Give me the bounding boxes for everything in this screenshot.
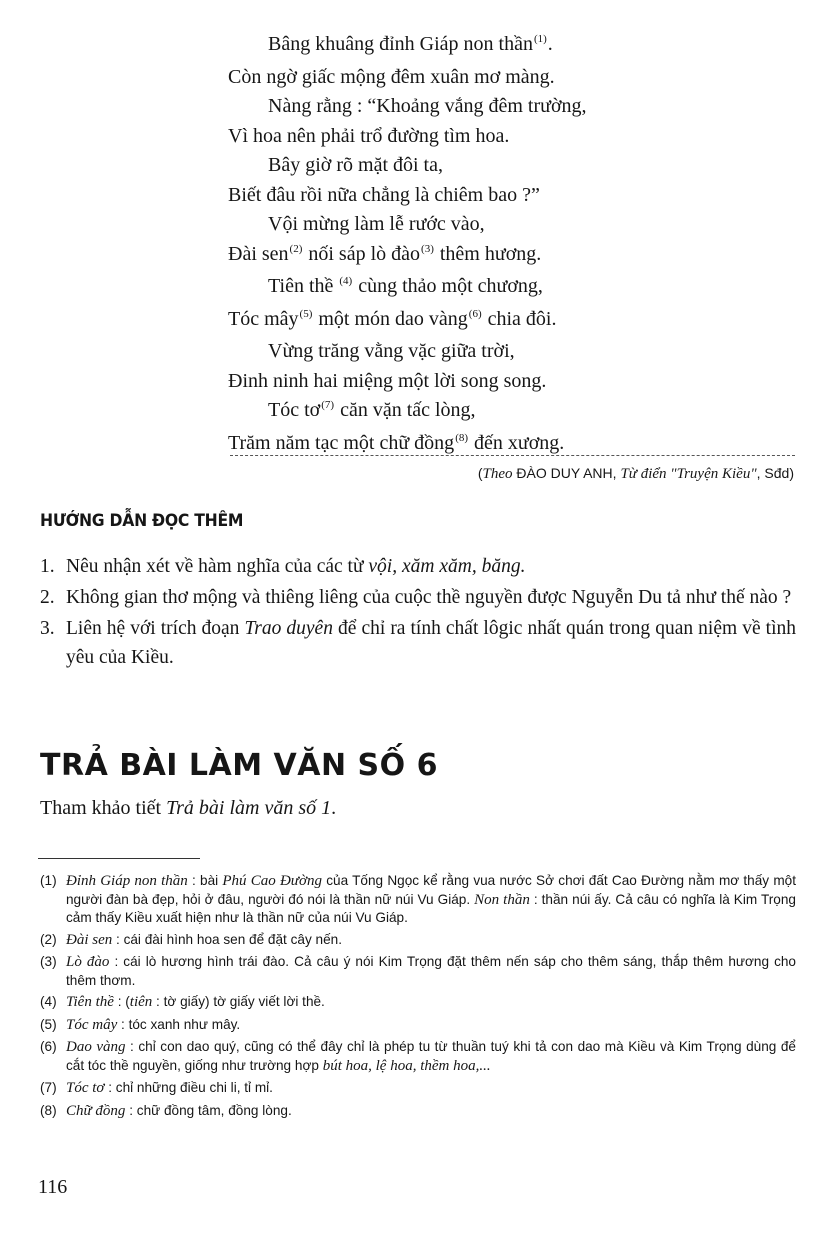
- poem-line: Vội mừng làm lễ rước vào,: [268, 213, 485, 235]
- footnote-term: Tiên thề: [66, 994, 114, 1010]
- footnote-text: : chỉ con dao quý, cũng có thể đây chỉ là phép tu từ thuần tuý khi tả con dao mà Kiều và Kim Trọng dùng để cắt tóc thề nguyền, giống như trường hợp: [66, 1039, 796, 1073]
- footnote-number: (7): [40, 1080, 57, 1095]
- poem-line: Vì hoa nên phải trổ đường tìm hoa.: [228, 124, 510, 147]
- footnote-item: [40, 993, 796, 1012]
- poem-line: Tóc mây$^{(5)}$ một món dao vàng$^{(6)}$ chia đôi.: [228, 307, 557, 330]
- footnote-text: : tóc xanh như mây.: [117, 1016, 241, 1032]
- footnote-term: Chữ đồng: [66, 1102, 126, 1119]
- footnote-number: (1): [40, 873, 57, 888]
- footnote-ref: (7): [321, 399, 335, 411]
- poem-line: Vừng trăng vằng vặc giữa trời,: [268, 340, 515, 362]
- poem-line: Biết đâu rồi nữa chẳng là chiêm bao ?”: [228, 183, 540, 206]
- footnote-term: Đỉnh Giáp non thần: [66, 873, 188, 889]
- poem-line: Nàng rằng : “Khoảng vắng đêm trường,: [268, 95, 587, 117]
- footnote-text: của Tống Ngọc kể rằng vua nước Sở chơi đất Cao Đường nằm mơ thấy một người đàn bà đẹp, hỏi ở đâu, người đó nói là thần nữ núi Vu Giáp.: [66, 873, 796, 907]
- footnote-item: [40, 1079, 796, 1098]
- footnote-text: : bài: [187, 873, 223, 888]
- poem-line: Trăm năm tạc một chữ đồng$^{(8)}$ đến xương.: [228, 431, 565, 454]
- question-item: 1. Nêu nhận xét về hàm nghĩa của các từ vội, xăm xăm, băng.: [40, 556, 526, 577]
- poem-line: Đinh ninh hai miệng một lời song song.: [228, 369, 547, 392]
- footnote-ref: (4): [339, 275, 353, 287]
- poem-divider: [230, 455, 795, 456]
- poem: [228, 30, 798, 461]
- footnote-term: Lò đào: [66, 954, 110, 970]
- footnote-item: [40, 1016, 796, 1035]
- footnote-number: (3): [40, 954, 57, 969]
- question-list: [40, 552, 796, 674]
- poem-source: (Theo ĐÀO DUY ANH, Từ điển "Truyện Kiều", Sđd): [477, 465, 794, 482]
- footnote-number: (2): [40, 931, 57, 947]
- poem-line: Còn ngờ giấc mộng đêm xuân mơ màng.: [228, 65, 555, 88]
- question-item: 2. Không gian thơ mộng và thiêng liêng của cuộc thề nguyền được Nguyễn Du tả như thế nào ?: [40, 587, 792, 608]
- footnote-divider: [38, 858, 200, 859]
- footnote-ref: (8): [455, 431, 469, 444]
- footnote-term: Tóc tơ: [66, 1080, 105, 1096]
- footnote-ref: (2): [289, 242, 303, 255]
- footnote-term: Tóc mây: [66, 1016, 118, 1033]
- footnote-item: [40, 872, 796, 927]
- footnote-term: Phú Cao Đường: [222, 873, 322, 889]
- footnote-ref: (6): [468, 307, 482, 320]
- poem-line: Đài sen$^{(2)}$ nối sáp lò đào$^{(3)}$ thêm hương.: [228, 242, 542, 265]
- footnotes: [40, 872, 796, 1124]
- footnote-term: bút hoa, lệ hoa, thềm hoa,...: [322, 1057, 491, 1074]
- poem-line: Tiên thề $^{(4)}$ cùng thảo một chương,: [268, 275, 543, 297]
- footnote-text: : chỉ những điều chi li, tỉ mỉ.: [104, 1080, 273, 1095]
- footnote-text: : cái lò hương hình trái đào. Cả câu ý nói Kim Trọng đặt thêm nến sáp cho thêm sáng, thắp thêm hương cho thêm thơm.: [66, 954, 796, 988]
- footnote-term: Đài sen: [66, 931, 113, 948]
- poem-line: Bâng khuâng đỉnh Giáp non thần$^{(1)}$.: [268, 33, 553, 55]
- footnote-term: Dao vàng: [66, 1039, 126, 1055]
- page-number: 116: [38, 1176, 68, 1198]
- footnote-number: (4): [40, 994, 57, 1009]
- footnote-text: : (: [113, 994, 130, 1009]
- footnote-item: [40, 953, 796, 989]
- footnote-item: [40, 1102, 796, 1121]
- poem-line: Tóc $tơ^{(7)}$ căn vặn tấc lòng,: [268, 399, 476, 421]
- footnote-ref: (5): [299, 307, 313, 320]
- footnote-ref: (1): [533, 33, 547, 45]
- footnote-item: [40, 1038, 796, 1075]
- section-title: TRẢ BÀI LÀM VĂN SỐ 6: [40, 748, 438, 783]
- footnote-number: (8): [40, 1102, 57, 1118]
- footnote-ref: (3): [421, 242, 434, 255]
- footnote-term: Non thần: [474, 891, 530, 908]
- footnote-text: : cái đài hình hoa sen để đặt cây nến.: [112, 931, 342, 947]
- footnote-number: (5): [40, 1016, 57, 1032]
- footnote-item: [40, 931, 796, 950]
- footnote-number: (6): [40, 1039, 57, 1054]
- footnote-term: tiên: [129, 994, 153, 1010]
- poem-line: Bây giờ rõ mặt đôi ta,: [268, 154, 443, 176]
- footnote-text: : thần núi ấy. Cả câu có nghĩa là Kim Trọng cảm thấy Kiều xuất hiện như là thần nữ của núi Vu Giáp.: [66, 891, 796, 925]
- question-item: 3. Liên hệ với trích đoạn Trao duyên để chỉ ra tính chất lôgic nhất quán trong quan niệm về tình yêu của Kiều.: [40, 618, 796, 668]
- section-reference: Tham khảo tiết Trả bài làm văn số 1.: [40, 797, 337, 819]
- guide-heading: HƯỚNG DẪN ĐỌC THÊM: [40, 511, 244, 531]
- footnote-text: : tờ giấy) tờ giấy viết lời thề.: [152, 994, 325, 1009]
- footnote-text: : chữ đồng tâm, đồng lòng.: [125, 1102, 292, 1118]
